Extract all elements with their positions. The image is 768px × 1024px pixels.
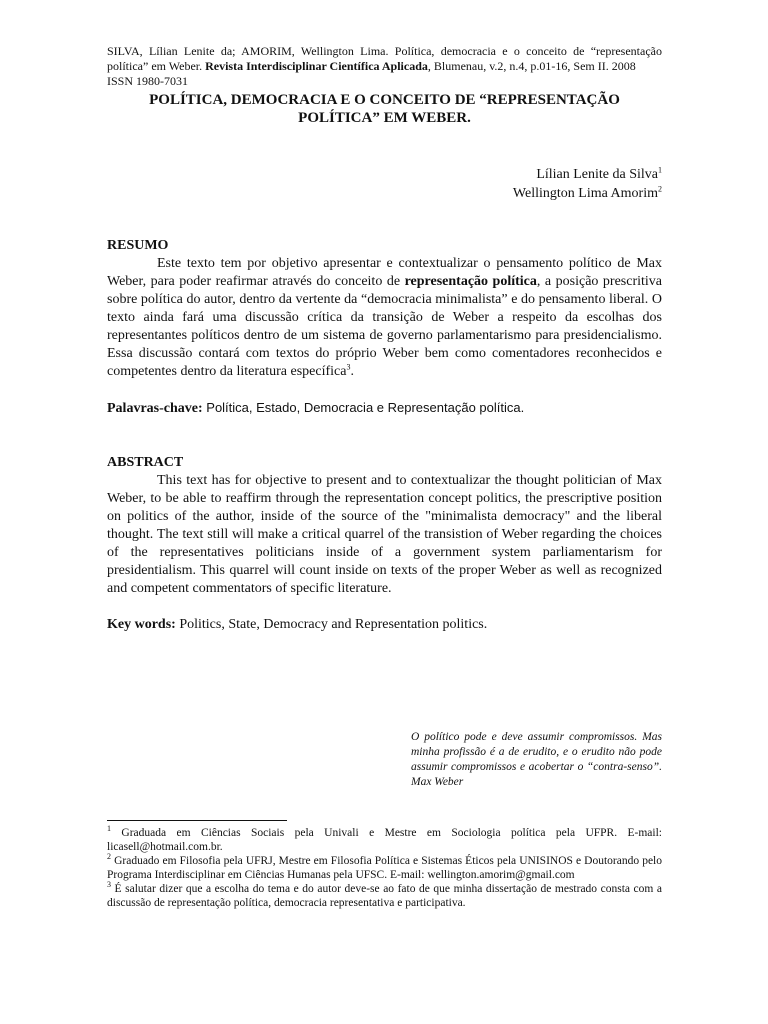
footnote-marker: 2 xyxy=(658,184,662,194)
author-1 xyxy=(107,165,662,184)
epigraph-attribution: Max Weber xyxy=(411,776,464,788)
footnote-divider xyxy=(107,820,287,821)
footnote-3 xyxy=(107,882,662,910)
issn: ISSN 1980-7031 xyxy=(107,74,189,88)
citation-authors-title: SILVA, Lílian Lenite da; AMORIM, Wellington Lima. Política, democracia e o conceito de “representação política” em Weber. xyxy=(107,44,662,73)
title-line-1: POLÍTICA, DEMOCRACIA E O CONCEITO DE “REPRESENTAÇÃO xyxy=(149,92,620,108)
paper-page xyxy=(107,44,662,634)
resumo-text: Este texto tem por objetivo apresentar e contextualizar o pensamento político de Max Weber, para poder reafirmar através do conceito de xyxy=(107,256,662,289)
abstract-paragraph: This text has for objective to present and to contextualizar the thought politician of Max Weber, to be able to reaffirm through the representation concept politics, the prescriptive position on politics of the author, inside of the source of the "minimalista democracy" and the liberal thought. The text still will make a critical quarrel of the transistion of Weber regarding the choices of the representatives politicians inside of a government system parliamentarism for presidentialism. This quarrel will count inside on texts of the proper Weber as well as recognized and competent commentators of specific literature. xyxy=(107,473,662,596)
epigraph-quote: O político pode e deve assumir compromissos. Mas minha profissão é a de erudito, e o erudito não pode assumir compromissos e acobertar o “contra-senso”. xyxy=(411,731,662,773)
palavras-chave-value: Política, Estado, Democracia e Representação política. xyxy=(202,400,525,415)
author-name: Wellington Lima Amorim xyxy=(512,186,658,201)
epigraph xyxy=(411,730,662,790)
journal-name: Revista Interdisciplinar Científica Aplicada xyxy=(205,59,428,73)
author-name: Lílian Lenite da Silva xyxy=(536,167,658,182)
author-2 xyxy=(107,184,662,203)
resumo-text-continued: , a posição prescritiva sobre política do autor, dentro da vertente da “democracia minimalista” e do pensamento liberal. O texto ainda fará uma discussão crítica da transição de Weber a respeito da escolhas dos representantes políticos dentro de um sistema de governo parlamentarismo para presidencialismo. Essa discussão contará com textos do próprio Weber bem como comentadores reconhecidos e competentes dentro da literatura específica xyxy=(107,274,663,379)
footnote-number: 1 xyxy=(107,824,111,834)
key-words-value: Politics, State, Democracy and Representation politics. xyxy=(175,617,488,632)
abstract-heading: ABSTRACT xyxy=(107,455,184,470)
resumo-paragraph xyxy=(107,255,662,381)
footnote-marker: 3 xyxy=(346,362,351,372)
footnote-number: 2 xyxy=(107,852,111,862)
key-words xyxy=(107,616,662,634)
resumo-bold-term: representação política xyxy=(404,274,537,289)
paper-title xyxy=(107,91,662,127)
resumo-heading: RESUMO xyxy=(107,238,169,253)
title-line-2: POLÍTICA” EM WEBER. xyxy=(298,110,471,126)
footnote-text: É salutar dizer que a escolha do tema e do autor deve-se ao fato de que minha dissertação de mestrado consta com a discussão de representação política, democracia representativa e participativa. xyxy=(107,883,662,909)
palavras-chave xyxy=(107,399,662,418)
citation-header xyxy=(107,44,662,89)
key-words-label: Key words: xyxy=(107,617,176,632)
citation-volume: , Blumenau, v.2, n.4, p.01-16, Sem II. 2008 xyxy=(427,59,636,73)
footnote-text: Graduado em Filosofia pela UFRJ, Mestre em Filosofia Política e Sistemas Éticos pela UNISINOS e Doutorando pelo Programa Interdisciplinar em Ciências Humanas pela UFSC. E-mail: wellington.amorim@gmail.com xyxy=(107,855,662,881)
author-list xyxy=(107,165,662,203)
footnotes xyxy=(107,826,662,910)
footnote-number: 3 xyxy=(107,880,111,890)
footnote-2 xyxy=(107,854,662,882)
footnote-text: Graduada em Ciências Sociais pela Univali e Mestre em Sociologia política pela UFPR. E-mail: licasell@hotmail.com.br. xyxy=(107,827,662,853)
footnote-1 xyxy=(107,826,662,854)
resumo-end: . xyxy=(350,364,354,379)
palavras-chave-label: Palavras-chave: xyxy=(107,401,203,416)
footnote-marker: 1 xyxy=(658,165,662,175)
